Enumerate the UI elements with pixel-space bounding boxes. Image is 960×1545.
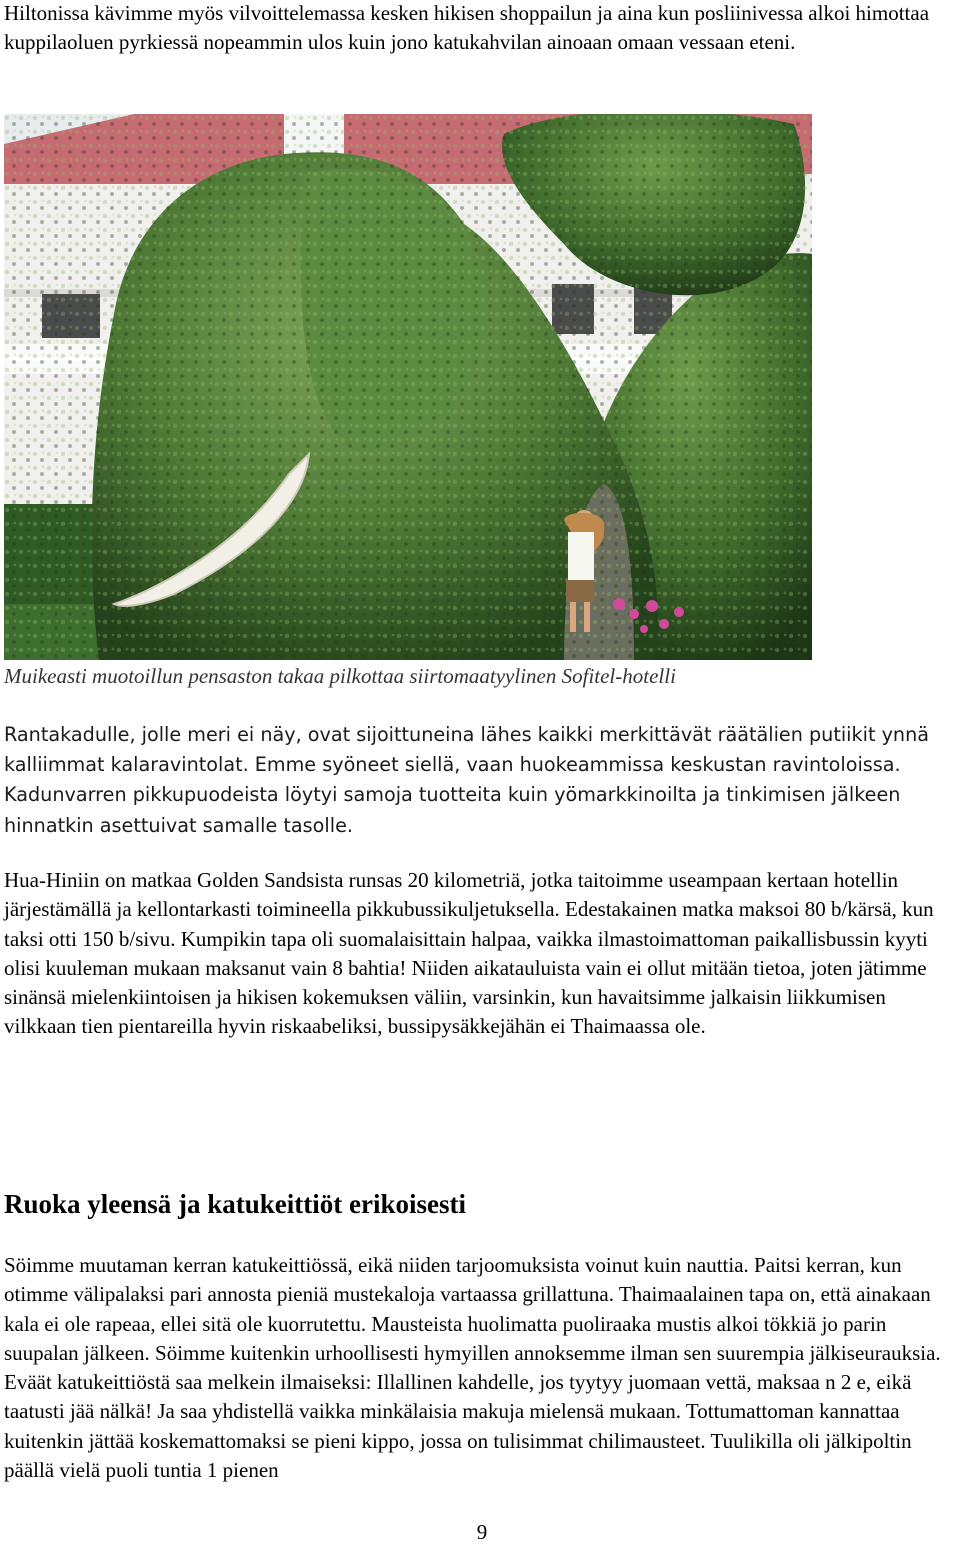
photo-caption: Muikeasti muotoillun pensaston takaa pilkottaa siirtomaatyylinen Sofitel-hotelli (4, 664, 676, 688)
hua-hin-paragraph: Hua-Hiniin on matkaa Golden Sandsista runsas 20 kilometriä, jotka taitoimme useampaan kertaan hotellin järjestämällä ja kellontarkasti toimineella pikkubussikuljetuksella. Edestakainen matka maksoi 80 b/kärsä, kun taksi otti 150 b/sivu. Kumpikin tapa oli suomalaisittain halpaa, vaikka ilmastoimattoman paikallisbussin kyyti olisi kuuleman mukaan maksanut vain 8 bahtia! Niiden aikatauluista vain ei ollut mitään tietoa, joten jätimme sinänsä mielenkiintoisen ja hikisen kokemuksen väliin, varsinkin, kun havaitsimme jalkaisin liikkumisen vilkkaan tien pientareilla hyvin riskaabeliksi, bussipysäkkejähän ei Thaimaassa ole. (4, 868, 934, 1039)
ruoka-paragraph-1: Söimme muutaman kerran katukeittiössä, eikä niiden tarjoomuksista voinut kuin nauttia. Paitsi kerran, kun otimme välipalaksi pari annosta pieniä mustekaloja vartaassa grillattuna. Thaimaalainen tapa on, että ainakaan kala ei ole rapeaa, ellei sitä ole kuorrutettu. Mausteista huolimatta puoliraaka mustis alkoi tökkiä jo parin suupalan jälkeen. Söimme kuitenkin urhoollisesti hymyillen annoksemme ilman sen suurempia jälkiseurauksia. (4, 1253, 941, 1365)
rantakatu-paragraph: Rantakadulle, jolle meri ei näy, ovat sijoittuneina lähes kaikki merkittävät räätälien putiikit ynnä kalliimmat kalaravintolat. Emme syöneet siellä, vaan huokeammissa keskustan ravintoloissa. Kadunvarren pikkupuodeista löytyi samoja tuotteita kuin yömarkkinoilta ja tinkimisen jälkeen hinnatkin asettuivat samalle tasolle. (4, 723, 929, 837)
page-number: 9 (476, 1520, 488, 1544)
section-heading: Ruoka yleensä ja katukeittiöt erikoisesti (4, 1189, 466, 1219)
topiary-elephant-photo (4, 114, 812, 660)
intro-paragraph: Hiltonissa kävimme myös vilvoittelemassa kesken hikisen shoppailun ja aina kun posliinivessa alkoi himottaa kuppilaoluen pyrkiessä nopeammin ulos kuin jono katukahvilan ainoaan omaan vessaan eteni. (4, 1, 930, 55)
ruoka-paragraph-2: Eväät katukeittiöstä saa melkein ilmaiseksi: Illallinen kahdelle, jos tyytyy juomaan vettä, maksaa n 2 e, eikä taatusti jää nälkä! Ja saa yhdistellä vaikka minkälaisia makuja mielensä mukaan. Tottumattoman kannattaa kuitenkin jättää koskemattomaksi se pieni kippo, jossa on tulisimmat chilimausteet. Tuulikilla oli jälkipoltin päällä vielä puoli tuntia 1 pienen (4, 1370, 912, 1483)
ruoka-section-body (4, 1251, 956, 1485)
